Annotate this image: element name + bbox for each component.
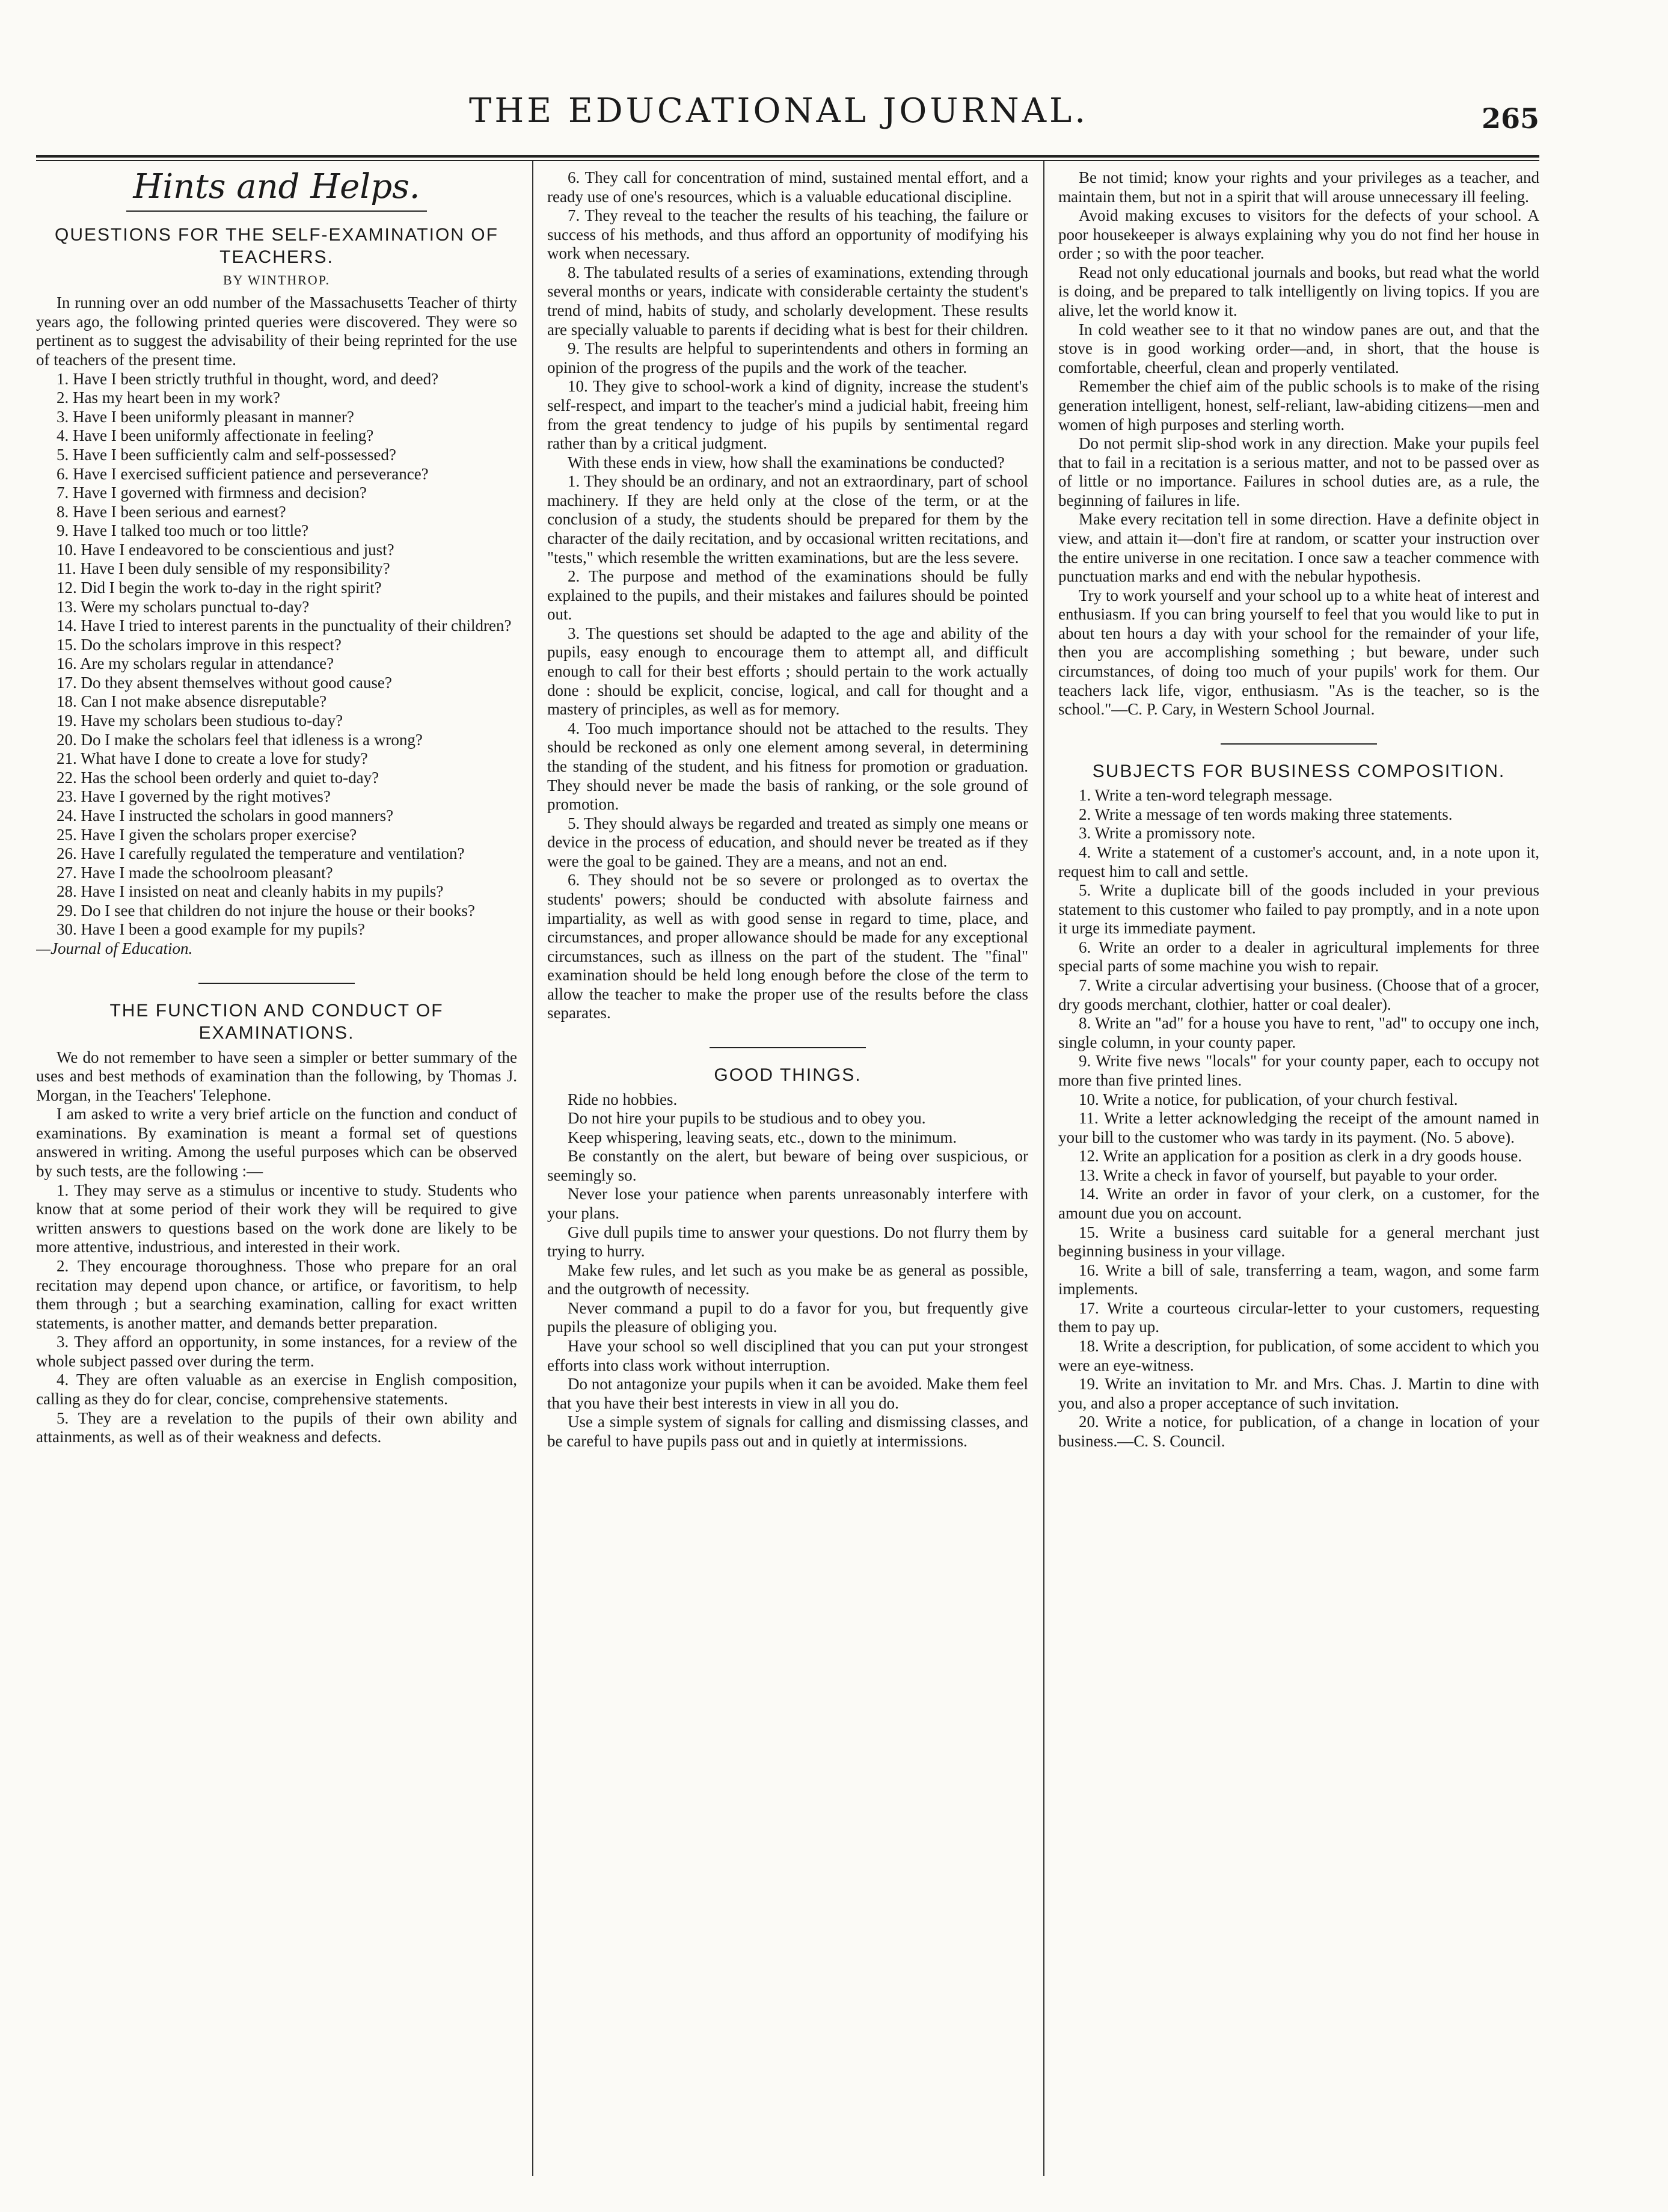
masthead bbox=[36, 90, 1539, 150]
question: 24. Have I instructed the scholars in good manners? bbox=[57, 806, 394, 825]
question: 16. Are my scholars regular in attendance? bbox=[57, 654, 334, 673]
question: 20. Do I make the scholars feel that idleness is a wrong? bbox=[57, 730, 423, 749]
paragraph: Make few rules, and let such as you make be as general as possible, and the outgrowth of necessity. bbox=[547, 1261, 1028, 1298]
question: 18. Can I not make absence disreputable? bbox=[57, 692, 327, 711]
question: 21. What have I done to create a love for study? bbox=[57, 749, 368, 768]
question: 11. Have I been duly sensible of my responsibility? bbox=[57, 559, 390, 578]
source-credit: —Journal of Education. bbox=[36, 939, 193, 957]
list-item: 11. Write a letter acknowledging the receipt of the amount named in your bill to the customer who was tardy in its payment. (No. 5 above). bbox=[1058, 1109, 1539, 1146]
column-1 bbox=[36, 168, 517, 2171]
list-item: 16. Write a bill of sale, transferring a team, wagon, and some farm implements. bbox=[1058, 1261, 1539, 1298]
list-item: 1. Write a ten-word telegraph message. bbox=[1079, 786, 1333, 805]
paragraph: Avoid making excuses to visitors for the defects of your school. A poor housekeeper is always explaining why you do not find her house in order ; so with the poor teacher. bbox=[1058, 206, 1539, 263]
paragraph: 8. The tabulated results of a series of examinations, extending through several months or years, indicate with considerable certainty the student's trend of mind, habits of study, and scholarly development. These results are specially valuable to parents if deciding what is best for their children. bbox=[547, 263, 1028, 339]
paragraph: Never command a pupil to do a favor for you, but frequently give pupils the pleasure of obliging you. bbox=[547, 1298, 1028, 1336]
paragraph: 3. They afford an opportunity, in some instances, for a review of the whole subject passed over during the term. bbox=[36, 1333, 517, 1370]
question: 6. Have I exercised sufficient patience and perseverance? bbox=[57, 464, 429, 483]
article-heading: THE FUNCTION AND CONDUCT OF EXAMINATIONS. bbox=[109, 1000, 444, 1043]
paragraph: 4. Too much importance should not be attached to the results. They should be reckoned as only one element among several, in determining the standing of the student, and his fitness for promotion or graduation. They should never be made the basis of ranking, or the sole ground of promotion. bbox=[547, 719, 1028, 814]
list-item: 19. Write an invitation to Mr. and Mrs. Chas. J. Martin to dine with you, and also a proper acceptance of such invitation. bbox=[1058, 1375, 1539, 1412]
question: 15. Do the scholars improve in this respect? bbox=[57, 635, 342, 654]
question: 12. Did I begin the work to-day in the right spirit? bbox=[57, 579, 382, 597]
list-item: 5. Write a duplicate bill of the goods included in your previous statement to this customer who failed to pay promptly, and in a note upon it urge its immediate payment. bbox=[1058, 881, 1539, 938]
paragraph: 2. They encourage thoroughness. Those who prepare for an oral recitation may depend upon chance, or artifice, or favoritism, to help them through ; but a searching examination, calling for exact written statements, is another matter, and demands better preparation. bbox=[36, 1256, 517, 1332]
question: 17. Do they absent themselves without good cause? bbox=[57, 673, 392, 692]
paragraph: Make every recitation tell in some direction. Have a definite object in view, and attain it—don't fire at random, or scatter your instruction over the entire universe in one recitation. I once saw a teacher commence with punctuation marks and end with the nebular hypothesis. bbox=[1058, 510, 1539, 586]
list-item: 12. Write an application for a position as clerk in a dry goods house. bbox=[1079, 1147, 1522, 1166]
question: 2. Has my heart been in my work? bbox=[57, 389, 280, 407]
paragraph: Keep whispering, leaving seats, etc., down to the minimum. bbox=[568, 1128, 957, 1146]
question: 3. Have I been uniformly pleasant in manner? bbox=[57, 407, 354, 426]
question: 14. Have I tried to interest parents in the punctuality of their children? bbox=[57, 616, 512, 635]
list-item: 8. Write an "ad" for a house you have to rent, "ad" to occupy one inch, single column, in your county paper. bbox=[1058, 1014, 1539, 1051]
section-title: Hints and Helps. bbox=[133, 168, 420, 206]
question: 30. Have I been a good example for my pupils? bbox=[57, 920, 365, 939]
question: 10. Have I endeavored to be conscientious and just? bbox=[57, 540, 394, 559]
column-2 bbox=[547, 168, 1028, 2171]
paragraph: 5. They should always be regarded and treated as simply one means or device in the process of education, and should never be treated as if they were the goal to be gained. They are a means, and not an end. bbox=[547, 814, 1028, 870]
column-3 bbox=[1058, 168, 1539, 2171]
question: 7. Have I governed with firmness and decision? bbox=[57, 484, 367, 502]
column-divider bbox=[532, 161, 533, 2176]
list-item: 9. Write five news "locals" for your county paper, each to occupy not more than five printed lines. bbox=[1058, 1052, 1539, 1089]
section-rule bbox=[126, 210, 427, 212]
question: 27. Have I made the schoolroom pleasant? bbox=[57, 863, 333, 882]
journal-title: THE EDUCATIONAL JOURNAL. bbox=[469, 91, 1089, 131]
list-item: 2. Write a message of ten words making three statements. bbox=[1079, 805, 1453, 823]
paragraph: Have your school so well disciplined that you can put your strongest efforts into class work without interruption. bbox=[547, 1337, 1028, 1374]
question: 29. Do I see that children do not injure the house or their books? bbox=[57, 901, 475, 920]
paragraph: Be constantly on the alert, but beware of being over suspicious, or seemingly so. bbox=[547, 1147, 1028, 1184]
paragraph: 7. They reveal to the teacher the results of his teaching, the failure or success of his methods, and thus afford an opportunity of modifying his work when necessary. bbox=[547, 206, 1028, 263]
list-item: 18. Write a description, for publication, of some accident to which you were an eye-witness. bbox=[1058, 1337, 1539, 1374]
paragraph: We do not remember to have seen a simpler or better summary of the uses and best methods of examination than the following, by Thomas J. Morgan, in the Teachers' Telephone. bbox=[36, 1048, 517, 1104]
paragraph: Remember the chief aim of the public schools is to make of the rising generation intelligent, honest, self-reliant, law-abiding citizens—men and women of high purposes and sterling worth. bbox=[1058, 377, 1539, 434]
paragraph: Use a simple system of signals for calling and dismissing classes, and be careful to have pupils pass out and in quietly at intermissions. bbox=[547, 1413, 1028, 1450]
list-item: 10. Write a notice, for publication, of your church festival. bbox=[1079, 1090, 1458, 1108]
question: 23. Have I governed by the right motives? bbox=[57, 787, 331, 806]
byline: BY WINTHROP. bbox=[222, 272, 330, 287]
question: 13. Were my scholars punctual to-day? bbox=[57, 597, 310, 616]
question: 8. Have I been serious and earnest? bbox=[57, 502, 286, 521]
list-item: 13. Write a check in favor of yourself, but payable to your order. bbox=[1079, 1166, 1498, 1184]
list-item: 4. Write a statement of a customer's account, and, in a note upon it, request him to call and settle. bbox=[1058, 843, 1539, 880]
question: 1. Have I been strictly truthful in thought, word, and deed? bbox=[57, 369, 439, 388]
question: 26. Have I carefully regulated the temperature and ventilation? bbox=[57, 844, 465, 863]
list-item: 3. Write a promissory note. bbox=[1079, 824, 1256, 843]
article-heading: GOOD THINGS. bbox=[714, 1065, 862, 1086]
page-number: 265 bbox=[1481, 102, 1539, 135]
list-item: 14. Write an order in favor of your clerk, on a customer, for the amount due you on account. bbox=[1058, 1185, 1539, 1222]
paragraph: Be not timid; know your rights and your privileges as a teacher, and maintain them, but not in a spirit that will arouse unnecessary ill feeling. bbox=[1058, 168, 1539, 206]
paragraph: 6. They call for concentration of mind, sustained mental effort, and a ready use of one's resources, which is a valuable educational discipline. bbox=[547, 168, 1028, 206]
article-heading: QUESTIONS FOR THE SELF-EXAMINATION OF TEACHERS. bbox=[55, 224, 498, 268]
paragraph: 6. They should not be so severe or prolonged as to overtax the students' powers; should be conducted with absolute fairness and impartiality, as well as with good sense in regard to time, place, and circumstances, and proper allowance should be made for any exceptional circumstances, such as illness on the part of the student. The "final" examination should be held long enough before the close of the term to allow the teacher to make the proper use of the results before the class separates. bbox=[547, 871, 1028, 1022]
paragraph: Try to work yourself and your school up to a white heat of interest and enthusiasm. If you can bring yourself to feel that you would like to put in about ten hours a day with your school for the remainder of your life, then you are accomplishing something ; but beware, under such circumstances, of doing too much of your pupils' work for them. Our teachers lack life, vigor, enthusiasm. "As is the teacher, so is the school."—C. P. Cary, in Western School Journal. bbox=[1058, 586, 1539, 719]
list-item: 20. Write a notice, for publication, of a change in location of your business.—C. S. Council. bbox=[1058, 1413, 1539, 1450]
article-divider bbox=[710, 1047, 866, 1048]
paragraph: Never lose your patience when parents unreasonably interfere with your plans. bbox=[547, 1185, 1028, 1222]
paragraph: I am asked to write a very brief article on the function and conduct of examinations. By examination is meant a formal set of questions answered in writing. Among the useful purposes which can be observed by such tests, are the following :— bbox=[36, 1105, 517, 1181]
paragraph: 4. They are often valuable as an exercise in English composition, calling as they do for clear, concise, comprehensive statements. bbox=[36, 1371, 517, 1408]
paragraph: Ride no hobbies. bbox=[568, 1090, 678, 1108]
question: 22. Has the school been orderly and quiet to-day? bbox=[57, 768, 379, 787]
question: 25. Have I given the scholars proper exercise? bbox=[57, 825, 357, 844]
paragraph: 10. They give to school-work a kind of dignity, increase the student's self-respect, and impart to the teacher's mind a judicial habit, freeing him from the great tendency to judge of his pupils by sentimental regard rather than by a critical judgment. bbox=[547, 377, 1028, 453]
paragraph: 5. They are a revelation to the pupils of their own ability and attainments, as well as of their weakness and defects. bbox=[36, 1409, 517, 1446]
question: 19. Have my scholars been studious to-day? bbox=[57, 711, 343, 730]
paragraph: 3. The questions set should be adapted to the age and ability of the pupils, easy enough to encourage them to attempt all, and difficult enough to call for their best efforts ; should pertain to the work actually done : should be explicit, concise, logical, and call for thought and a mastery of principles, as well as for memory. bbox=[547, 624, 1028, 719]
paragraph: 9. The results are helpful to superintendents and others in forming an opinion of the progress of the pupils and the work of the teacher. bbox=[547, 339, 1028, 376]
paragraph: In cold weather see to it that no window panes are out, and that the stove is in good working order—and, in short, that the house is comfortable, cheerful, clean and properly ventilated. bbox=[1058, 320, 1539, 376]
paragraph: Do not hire your pupils to be studious and to obey you. bbox=[568, 1109, 926, 1128]
paragraph: With these ends in view, how shall the examinations be conducted? bbox=[568, 453, 1005, 472]
paragraph: 2. The purpose and method of the examinations should be fully explained to the pupils, and their mistakes and failures should be pointed out. bbox=[547, 567, 1028, 624]
paragraph: 1. They may serve as a stimulus or incentive to study. Students who know that at some period of their work they will be required to give written answers to questions based on the work done are likely to be more attentive, industrious, and interested in their work. bbox=[36, 1181, 517, 1256]
list-item: 7. Write a circular advertising your business. (Choose that of a grocer, dry goods merchant, clothier, hatter or coal dealer). bbox=[1058, 976, 1539, 1013]
paragraph: Read not only educational journals and books, but read what the world is doing, and be prepared to talk intelligently on living topics. If you are alive, let the world know it. bbox=[1058, 263, 1539, 320]
masthead-rule bbox=[36, 155, 1539, 161]
article-heading: SUBJECTS FOR BUSINESS COMPOSITION. bbox=[1092, 761, 1506, 781]
paragraph: Give dull pupils time to answer your questions. Do not flurry them by trying to hurry. bbox=[547, 1223, 1028, 1261]
paragraph: 1. They should be an ordinary, and not an extraordinary, part of school machinery. If they are held only at the close of the term, or at the conclusion of a study, the students should be prepared for them by the character of the daily recitation, and by occasional written recitations, and "tests," which resemble the written examinations, but are the less severe. bbox=[547, 472, 1028, 567]
column-divider bbox=[1043, 161, 1044, 2176]
paragraph: Do not antagonize your pupils when it can be avoided. Make them feel that you have their best interests in view in all you do. bbox=[547, 1375, 1028, 1412]
paragraph: Do not permit slip-shod work in any direction. Make your pupils feel that to fail in a recitation is a serious matter, and not to be passed over as of little or no importance. Failures in school duties are, as a rule, the beginning of failures in life. bbox=[1058, 434, 1539, 509]
paragraph: In running over an odd number of the Massachusetts Teacher of thirty years ago, the following printed queries were discovered. They were so pertinent as to suggest the advisability of their being reprinted for the use of teachers of the present time. bbox=[36, 293, 517, 369]
list-item: 6. Write an order to a dealer in agricultural implements for three special parts of some machine you wish to repair. bbox=[1058, 938, 1539, 975]
question: 4. Have I been uniformly affectionate in feeling? bbox=[57, 426, 374, 445]
article-divider bbox=[198, 983, 355, 984]
question: 5. Have I been sufficiently calm and self-possessed? bbox=[57, 445, 396, 464]
article-divider bbox=[1221, 743, 1377, 745]
question: 9. Have I talked too much or too little? bbox=[57, 521, 309, 540]
list-item: 17. Write a courteous circular-letter to your customers, requesting them to pay up. bbox=[1058, 1298, 1539, 1336]
newspaper-page bbox=[36, 90, 1539, 2183]
list-item: 15. Write a business card suitable for a general merchant just beginning business in your village. bbox=[1058, 1223, 1539, 1261]
question: 28. Have I insisted on neat and cleanly habits in my pupils? bbox=[57, 882, 444, 901]
